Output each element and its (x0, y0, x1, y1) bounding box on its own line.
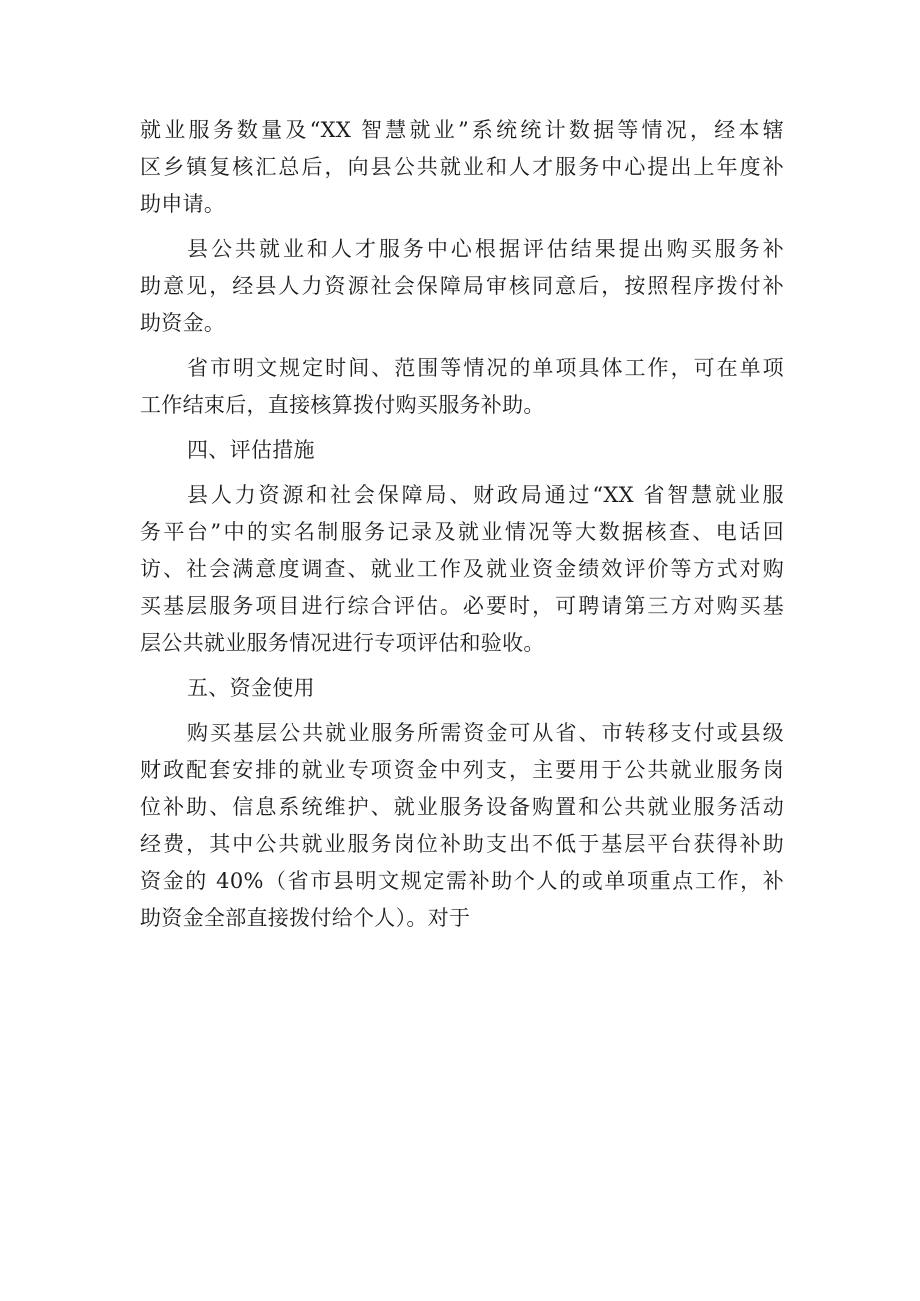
paragraph-subsidy-opinion (140, 231, 784, 342)
text-line: 购买基层公共就业服务所需资金可从省、市转移支付或县级 (187, 721, 784, 745)
section-heading-fund-use (140, 670, 784, 707)
text-line: 务平台”中的实名制服务记录及就业情况等大数据核查、电话回 (140, 520, 784, 544)
text-line: 层公共就业服务情况进行专项评估和验收。 (140, 631, 545, 655)
text-line: 买基层服务项目进行综合评估。必要时，可聘请第三方对购买基 (140, 594, 784, 618)
text-line: 访、社会满意度调查、就业工作及就业资金绩效评价等方式对购 (140, 557, 784, 581)
text-line: 工作结束后，直接核算拨付购买服务补助。 (140, 393, 545, 417)
text-line: 县公共就业和人才服务中心根据评估结果提出购买服务补 (187, 237, 784, 261)
paragraph-application (140, 112, 784, 223)
text-line: 助资金全部直接拨付给个人）。对于 (140, 906, 471, 930)
paragraph-spacer (140, 707, 784, 715)
paragraph-spacer (140, 223, 784, 231)
text-line: 经费，其中公共就业服务岗位补助支出不低于基层平台获得补助 (140, 832, 784, 856)
paragraph-spacer (140, 342, 784, 350)
paragraph-single-item-work (140, 350, 784, 424)
section-heading: 四、评估措施 (187, 438, 315, 462)
text-line: 助资金。 (140, 311, 226, 335)
text-line: 资金的 40%（省市县明文规定需补助个人的或单项重点工作，补 (140, 869, 784, 893)
section-heading-evaluation (140, 432, 784, 469)
text-line: 就业服务数量及“XX 智慧就业”系统统计数据等情况，经本辖 (140, 118, 784, 142)
text-line: 区乡镇复核汇总后，向县公共就业和人才服务中心提出上年度补 (140, 155, 784, 179)
text-line: 助申请。 (140, 192, 226, 216)
document-body (140, 112, 784, 937)
text-line: 财政配套安排的就业专项资金中列支，主要用于公共就业服务岗 (140, 758, 784, 782)
paragraph-evaluation-measures (140, 477, 784, 662)
text-line: 助意见，经县人力资源社会保障局审核同意后，按照程序拨付补 (140, 274, 784, 298)
paragraph-fund-use (140, 715, 784, 937)
section-heading: 五、资金使用 (187, 676, 315, 700)
text-line: 县人力资源和社会保障局、财政局通过“XX 省智慧就业服 (187, 483, 784, 507)
text-line: 位补助、信息系统维护、就业服务设备购置和公共就业服务活动 (140, 795, 784, 819)
text-line: 省市明文规定时间、范围等情况的单项具体工作，可在单项 (187, 356, 784, 380)
paragraph-spacer (140, 662, 784, 670)
paragraph-spacer (140, 424, 784, 432)
paragraph-spacer (140, 469, 784, 477)
